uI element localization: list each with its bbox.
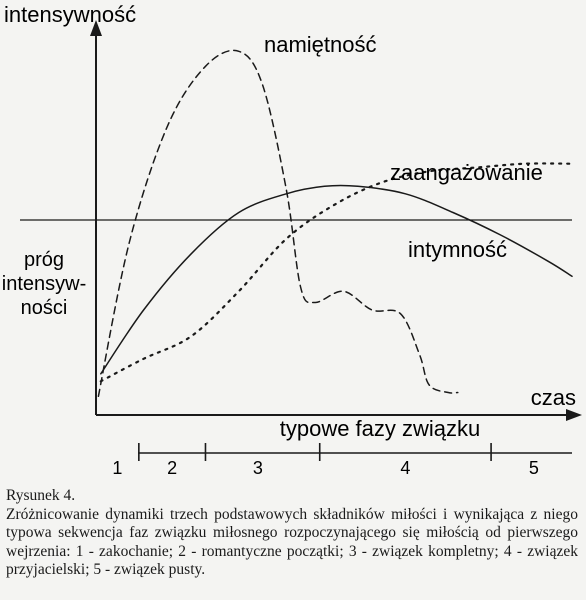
- series-line-commitment: [101, 163, 572, 381]
- figure-caption: [6, 487, 578, 580]
- threshold-label-line-2: intensyw-: [1, 273, 87, 295]
- x-axis-caption: typowe fazy związku: [279, 416, 481, 441]
- labels-layer: [2, 2, 576, 478]
- series-line-passion: [98, 50, 457, 396]
- series-label-passion: namiętność: [264, 32, 377, 57]
- caption-label: Rysunek 4.: [6, 487, 76, 504]
- series-layer: [98, 50, 572, 396]
- threshold-label-line-1: próg: [23, 249, 65, 271]
- phase-label-4: 4: [400, 458, 411, 478]
- x-axis-arrow: [566, 409, 582, 421]
- phase-label-2: 2: [167, 458, 178, 478]
- threshold-label-line-3: ności: [20, 297, 68, 319]
- series-line-intimacy: [101, 185, 572, 373]
- caption-text: Zróżnicowanie dynamiki trzech podstawowych składników miłości i wynikająca z niego typowa sekwencja faz związku miłosnego rozpoczynającego się miłością od pierwszego wejrzenia: 1 - zakochanie; 2 - romantyczne początki; 3 - związek kompletny; 4 - związek przyjacielski; 5 - związek pusty.: [6, 505, 578, 578]
- phase-label-1: 1: [112, 458, 123, 478]
- phase-label-3: 3: [252, 458, 263, 478]
- y-axis-label: intensywność: [4, 2, 137, 27]
- series-label-commitment: zaangażowanie: [390, 160, 543, 185]
- x-axis-label: czas: [530, 385, 576, 410]
- phase-label-5: 5: [528, 458, 539, 478]
- series-label-intimacy: intymność: [408, 237, 508, 262]
